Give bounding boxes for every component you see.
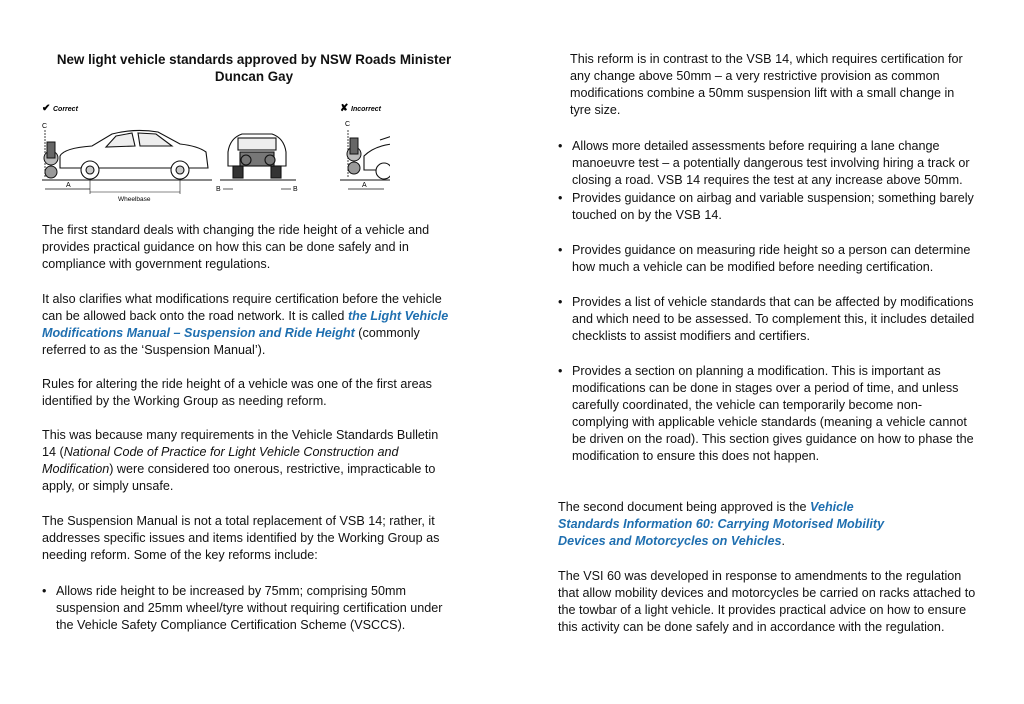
right-bullet-5: • Provides a section on planning a modification. This is important as modifications can be done in stages over a period of time, and unless carefully coordinated, the vehicle can temporarily become non-complying with applicable vehicle standards (meaning a vehicle cannot be driven on the road). This section gives guidance on how to phase the modification to ensure this does not happen. [558,363,978,465]
right-bullet-1: • Allows more detailed assessments before requiring a lane change manoeuvre test – a potentially dangerous test involving hiring a track or closing a road. VSB 14 requires the test at any increase above 50mm. [558,138,978,189]
right-paragraph-3: The VSI 60 was developed in response to amendments to the regulation that allow mobility devices and motorcycles be carried on racks attached to the towbar of a light vehicle. It provides practical advice on how to ensure this activity can be done safely and in accordance with the regulation. [558,569,976,634]
motorcycle-icon-incorrect [347,138,361,174]
label-b-right: B [293,186,298,193]
suspension-manual-link[interactable]: the Light Vehicle Modifications Manual – Suspension and Ride Height [42,309,449,340]
car-side-icon [60,130,208,179]
car-rear-icon [228,134,286,178]
cross-icon: ✘ [340,103,349,114]
label-c: C [42,123,48,130]
left-paragraph-4: This was because many requirements in the Vehicle Standards Bulletin 14 (National Code of Practice for Light Vehicle Construction and Modification) were considered too onerous, restrictive, impracticable to apply, or simply unsafe. [42,428,439,493]
right-paragraph-2: The second document being approved is the Vehicle Standards Information 60: Carrying Motorised Mobility Devices and Motorcycles on Vehicles. [558,500,885,548]
incorrect-label: Incorrect [351,106,381,113]
left-paragraph-2: It also clarifies what modifications require certification before the vehicle can be allowed back onto the road network. It is called the Light Vehicle Modifications Manual – Suspension and Ride Height (commonly referred to as the ‘Suspension Manual’). [42,292,449,357]
car-rear-partial-icon [364,136,390,179]
right-paragraph-1: This reform is in contrast to the VSB 14, which requires certification for any change above 50mm – a very restrictive provision as common modifications combine a 50mm suspension lift with a small change in tyre size. [570,52,963,117]
page-title: New light vehicle standards approved by NSW Roads Minister Duncan Gay [56,52,452,84]
right-bullet-2: • Provides guidance on airbag and variable suspension; something barely touched on by the VSB 14. [558,190,978,224]
label-c-incorrect: C [345,121,351,128]
diagram-svg [40,100,390,212]
left-paragraph-3: Rules for altering the ride height of a vehicle was one of the first areas identified by the Working Group as needing reform. [42,377,432,408]
label-a-incorrect: A [362,182,367,189]
left-bullet-1: • Allows ride height to be increased by 75mm; comprising 50mm suspension and 25mm wheel/tyre without requiring certification under the Vehicle Safety Compliance Certification Scheme (VSCCS). [42,583,456,634]
right-bullet-3: • Provides guidance on measuring ride height so a person can determine how much a vehicle can be modified before needing certification. [558,242,978,276]
left-paragraph-5: The Suspension Manual is not a total replacement of VSB 14; rather, it addresses specific issues and items identified by the Working Group as needing reform. Some of the key reforms include: [42,514,440,562]
label-a: A [66,182,71,189]
label-b-left: B [216,186,221,193]
correct-label: Correct [53,106,78,113]
left-paragraph-1: The first standard deals with changing the ride height of a vehicle and provides practical guidance on how this can be done safely and in compliance with government regulations. [42,223,430,271]
ride-height-diagram [40,100,390,212]
vsi60-link[interactable]: Vehicle Standards Information 60: Carrying Motorised Mobility Devices and Motorcycles on Vehicles [558,500,885,548]
wheelbase-label: Wheelbase [118,196,151,203]
right-bullet-4: • Provides a list of vehicle standards that can be affected by modifications and which need to be assessed. To complement this, it includes detailed checklists to assist modifiers and certifiers. [558,294,978,345]
motorcycle-icon [44,142,58,178]
check-icon: ✔ [42,103,51,114]
